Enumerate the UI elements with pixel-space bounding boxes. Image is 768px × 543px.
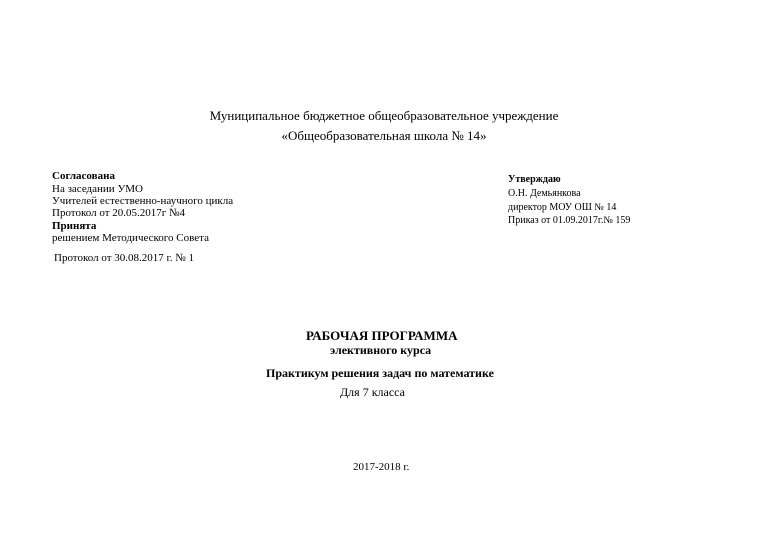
protocol-1: Протокол от 20.05.2017г №4 (52, 207, 186, 219)
academic-years: 2017-2018 г. (353, 461, 410, 473)
grade-text: Для 7 класса (340, 385, 405, 399)
school-name: «Общеобразовательная школа № 14» (281, 128, 487, 143)
program-subtitle: элективного курса (330, 343, 432, 357)
council-text: решением Методического Совета (52, 232, 209, 244)
agreed-heading: Согласована (52, 170, 115, 182)
course-name: Практикум решения задач по математике (266, 366, 494, 380)
approve-heading: Утверждаю (508, 174, 561, 185)
program-title: РАБОЧАЯ ПРОГРАММА (306, 328, 458, 343)
protocol-2: Протокол от 30.08.2017 г. № 1 (54, 252, 195, 264)
institution-name: Муниципальное бюджетное общеобразовательное учреждение (209, 108, 559, 123)
teachers-text: Учителей естественно-научного цикла (52, 195, 234, 207)
meeting-text: На заседании УМО (52, 183, 143, 195)
adopted-heading: Принята (52, 220, 97, 232)
order-text: Приказ от 01.09.2017г.№ 159 (508, 215, 631, 226)
director-name: О.Н. Демьянкова (508, 188, 581, 199)
director-position: директор МОУ ОШ № 14 (508, 202, 617, 213)
